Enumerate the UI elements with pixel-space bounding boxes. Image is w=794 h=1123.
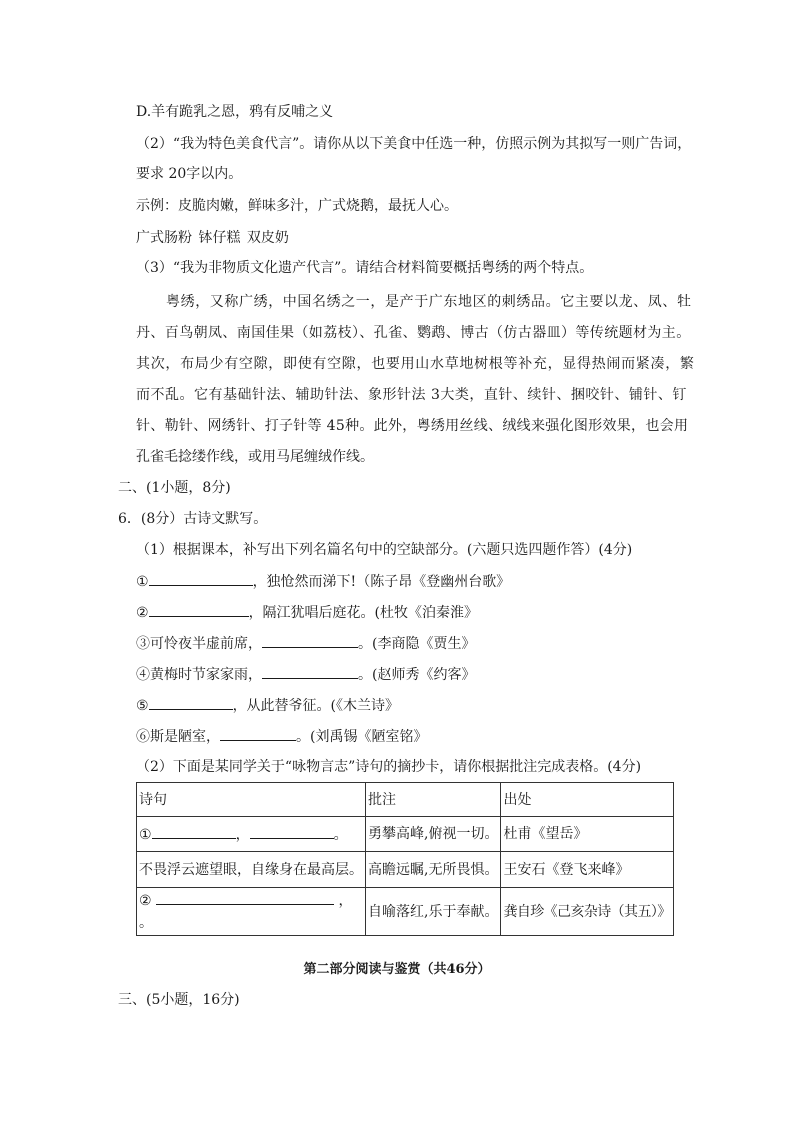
q6-1-prompt: （1）根据课本，补写出下列名篇名句中的空缺部分。(六题只选四题作答）(4分) (136, 542, 633, 558)
answer-blank[interactable] (262, 664, 358, 679)
punct: 。 (333, 826, 348, 843)
source-cell: 龚自珍《己亥杂诗（其五）》 (501, 888, 673, 936)
fill-item-1 (136, 571, 510, 592)
fill-item-2 (136, 602, 478, 623)
header-poem: 诗句 (137, 783, 366, 817)
row-marker: ② (139, 892, 152, 909)
q5-3-prompt: （3）“我为非物质文化遗产代言”。请结合材料简要概括粤绣的两个特点。 (136, 260, 594, 276)
q5-2-example: 示例：皮脆肉嫩，鲜味多汁，广式烧鹅，最抚人心。 (136, 198, 458, 214)
fill-text: ，独怆然而涕下!（陈子昂《登幽州台歌》 (252, 574, 511, 590)
answer-blank[interactable] (152, 824, 236, 839)
q6-2-prompt: （2）下面是某同学关于“咏物言志”诗句的摘抄卡，请你根据批注完成表格。(4分) (136, 759, 642, 775)
fill-marker: ② (136, 605, 149, 621)
punct: ， (235, 826, 250, 843)
q6-title: 6．(8分）古诗文默写。 (118, 511, 268, 527)
fill-text: 。(赵师秀《约客》 (358, 667, 476, 683)
poem-cell (137, 817, 366, 852)
poem-cell (137, 888, 366, 936)
q5-2-food-list: 广式肠粉 钵仔糕 双皮奶 (136, 230, 289, 246)
row-marker: ① (139, 826, 152, 843)
answer-blank[interactable] (149, 695, 233, 710)
punct: 。 (139, 914, 153, 931)
fill-marker: ① (136, 574, 149, 590)
note-cell: 自喻落红,乐于奉献。 (366, 888, 501, 936)
answer-blank[interactable] (250, 824, 334, 839)
note-cell: 高瞻远瞩,无所畏惧。 (366, 852, 501, 888)
poem-cell: 不畏浮云遮望眼，自缘身在最高层。 (137, 852, 366, 888)
fill-text: 。(李商隐《贾生》 (358, 636, 476, 652)
fill-marker: ⑤ (136, 698, 149, 714)
source-cell: 王安石《登飞来峰》 (501, 852, 673, 888)
answer-blank[interactable] (149, 571, 253, 586)
section2-header: 二、(1小题，8分) (118, 480, 231, 496)
header-source: 出处 (501, 783, 673, 817)
fill-item-6 (136, 726, 427, 747)
poem-card-table (136, 782, 674, 936)
note-cell: 勇攀高峰,俯视一切。 (366, 817, 501, 852)
answer-blank[interactable] (220, 726, 296, 741)
answer-blank[interactable] (262, 633, 358, 648)
q5-2-prompt-line2: 要求 20字以内。 (136, 166, 243, 182)
fill-item-4 (136, 664, 475, 685)
fill-text: ，隔江犹唱后庭花。(杜牧《泊秦淮》 (248, 605, 479, 621)
fill-item-5 (136, 695, 399, 716)
material-line: 孔雀毛捻缕作线，或用马尾缠绒作线。 (136, 449, 374, 465)
fill-text: 。(刘禹锡《陋室铭》 (296, 729, 428, 745)
part2-title: 第二部分阅读与鉴赏（共46分） (303, 962, 491, 977)
answer-blank[interactable] (156, 890, 334, 905)
fill-text: ⑥斯是陋室， (136, 729, 220, 745)
source-cell: 杜甫《望岳》 (501, 817, 673, 852)
table-header-row (137, 783, 674, 817)
answer-blank[interactable] (149, 602, 249, 617)
punct: ， (338, 892, 353, 909)
fill-item-3 (136, 633, 475, 654)
fill-text: ，从此替爷征。(《木兰诗》 (232, 698, 400, 714)
table-row (137, 888, 674, 936)
table-row (137, 852, 674, 888)
option-d: D.羊有跪乳之恩，鸦有反哺之义 (136, 104, 334, 120)
material-line: 而不乱。它有基础针法、辅助针法、象形针法 3大类，直针、续针、捆咬针、铺针、钉 (136, 387, 687, 403)
header-note: 批注 (366, 783, 501, 817)
table-row (137, 817, 674, 852)
material-line: 粤绣，又称广绣，中国名绣之一，是产于广东地区的刺绣品。它主要以龙、凤、牡 (166, 294, 692, 310)
material-line: 针、勒针、网绣针、打子针等 45种。此外，粤绣用丝线、绒线来强化图形效果，也会用 (136, 418, 689, 434)
material-line: 其次，布局少有空隙，即使有空隙，也要用山水草地树根等补充，显得热闹而紧凑，繁 (136, 356, 695, 372)
fill-text: ④黄梅时节家家雨， (136, 667, 262, 683)
fill-text: ③可怜夜半虚前席， (136, 636, 262, 652)
q5-2-prompt-line1: （2）“我为特色美食代言”。请你从以下美食中任选一种，仿照示例为其拟写一则广告词， (136, 136, 692, 152)
material-line: 丹、百鸟朝凤、南国佳果（如荔枝）、孔雀、鹦鹉、博古（仿古器皿）等传统题材为主。 (136, 325, 691, 341)
section3-header: 三、(5小题，16分) (118, 992, 240, 1008)
